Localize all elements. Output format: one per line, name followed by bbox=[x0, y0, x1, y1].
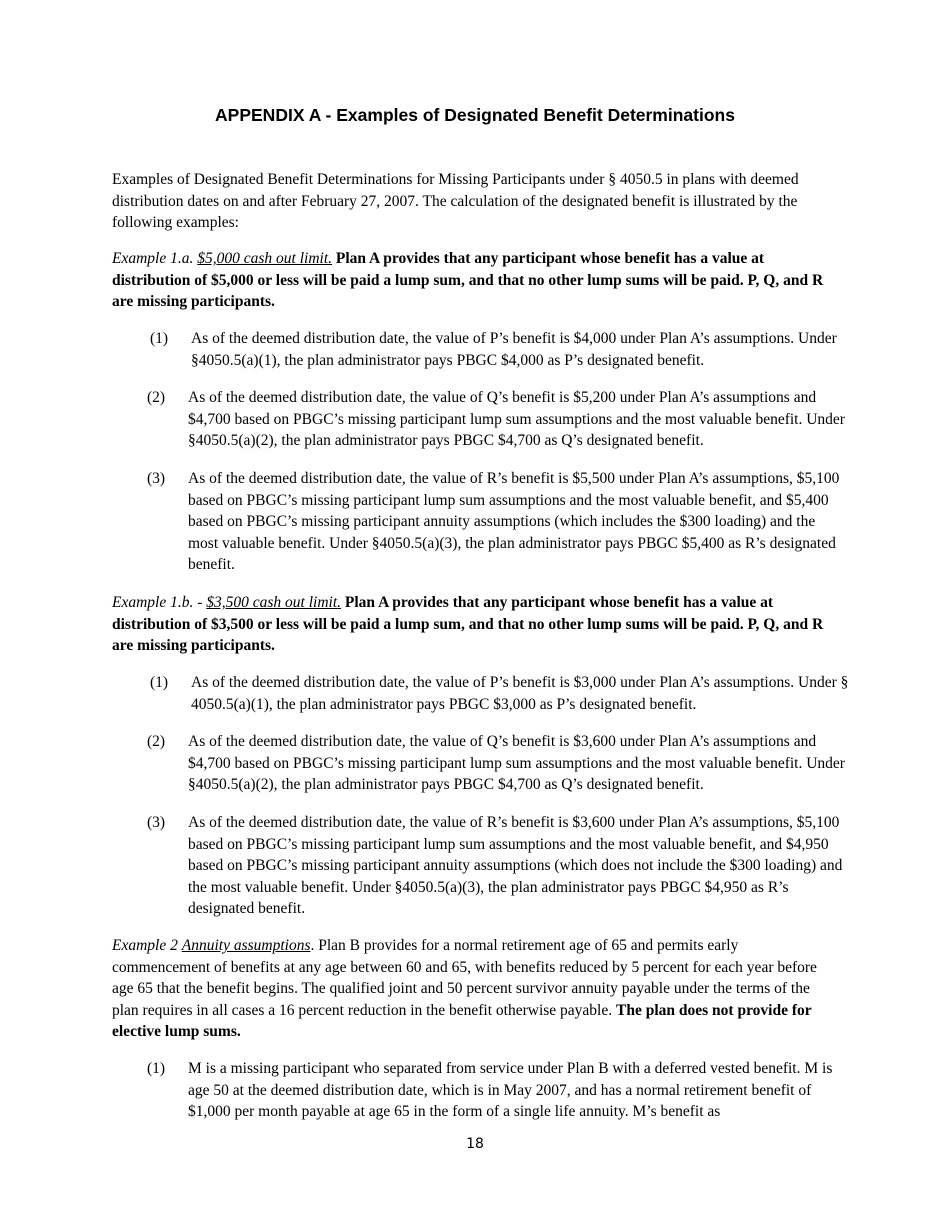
item-text: As of the deemed distribution date, the value of Q’s benefit is $3,600 under Plan A’s assumptions and $4,700 based on PBGC’s missing participant lump sum assumptions and the most valuable benefit. Under §4050.5(a)(2), the plan administrator pays PBGC $4,700 as Q’s designated benefit. bbox=[188, 733, 845, 794]
item-text: As of the deemed distribution date, the value of P’s benefit is $4,000 under Plan A’s assumptions. Under §4050.5(a)(1), the plan administrator pays PBGC $4,000 as P’s designated benefit. bbox=[191, 330, 837, 369]
page-title: APPENDIX A - Examples of Designated Benefit Determinations bbox=[215, 105, 735, 125]
item-text: As of the deemed distribution date, the value of P’s benefit is $3,000 under Plan A’s assumptions. Under § 4050.5(a)(1), the plan administrator pays PBGC $3,000 as P’s designated benefit. bbox=[191, 674, 849, 713]
item-number: (1) bbox=[150, 330, 169, 347]
example-2-label: Example 2 bbox=[112, 937, 178, 954]
example-1b-heading bbox=[112, 592, 840, 657]
item-number: (1) bbox=[150, 674, 169, 691]
example-1a-title: $5,000 cash out limit. bbox=[197, 250, 332, 267]
item-number: (3) bbox=[147, 470, 166, 487]
page-number: 18 bbox=[466, 1136, 484, 1152]
item-text: M is a missing participant who separated from service under Plan B with a deferred vested benefit. M is age 50 at the deemed distribution date, which is in May 2007, and has a normal retirement benefit of $1,000 per month payable at age 65 in the form of a single life annuity. M’s benefit as bbox=[188, 1060, 833, 1121]
example-2-title: Annuity assumptions bbox=[181, 937, 311, 954]
item-text: As of the deemed distribution date, the value of Q’s benefit is $5,200 under Plan A’s assumptions and $4,700 based on PBGC’s missing participant lump sum assumptions and the most valuable benefit. Under §4050.5(a)(2), the plan administrator pays PBGC $4,700 as Q’s designated benefit. bbox=[188, 389, 845, 450]
example-1b-title: $3,500 cash out limit. bbox=[206, 594, 342, 611]
item-number: (3) bbox=[147, 814, 166, 831]
example-1a-label: Example 1.a. bbox=[112, 250, 194, 267]
example-2-body: . Plan B provides for a normal retirement age of 65 and permits early commencement of benefits at any age between 60 and 65, with benefits reduced by 5 percent for each year before age 65 that the benefit begins. The qualified joint and 50 percent survivor annuity payable under the terms of the plan requires in all cases a 16 percent reduction in the benefit otherwise payable. bbox=[112, 937, 817, 1019]
item-text: As of the deemed distribution date, the value of R’s benefit is $3,600 under Plan A’s assumptions, $5,100 based on PBGC’s missing participant lump sum assumptions and the most valuable benefit, and $4,950 based on PBGC’s missing participant annuity assumptions (which does not include the $300 loading) and the most valuable benefit. Under §4050.5(a)(3), the plan administrator pays PBGC $4,950 as R’s designated benefit. bbox=[188, 814, 843, 918]
item-number: (2) bbox=[147, 389, 166, 406]
item-number: (1) bbox=[147, 1060, 166, 1077]
intro-paragraph: Examples of Designated Benefit Determinations for Missing Participants under § 4050.5 in plans with deemed distribution dates on and after February 27, 2007. The calculation of the designated benefit is illustrated by the following examples: bbox=[112, 171, 799, 232]
example-1a-heading bbox=[112, 248, 840, 313]
example-2-paragraph bbox=[112, 935, 840, 1043]
example-1b-label: Example 1.b. - bbox=[112, 594, 203, 611]
example-2-bold-tail: The plan does not provide for elective lump sums. bbox=[112, 1001, 812, 1041]
item-text: As of the deemed distribution date, the value of R’s benefit is $5,500 under Plan A’s assumptions, $5,100 based on PBGC’s missing participant lump sum assumptions and the most valuable benefit, and $5,400 based on PBGC’s missing participant annuity assumptions (which includes the $300 loading) and the most valuable benefit. Under §4050.5(a)(3), the plan administrator pays PBGC $5,400 as R’s designated benefit. bbox=[188, 470, 840, 574]
item-number: (2) bbox=[147, 733, 166, 750]
example-1b-statement: Plan A provides that any participant whose benefit has a value at distribution of $3,500 or less will be paid a lump sum, and that no other lump sums will be paid. P, Q, and R are missing participants. bbox=[112, 594, 824, 655]
example-1a-statement: Plan A provides that any participant whose benefit has a value at distribution of $5,000 or less will be paid a lump sum, and that no other lump sums will be paid. P, Q, and R are missing participants. bbox=[112, 250, 824, 311]
